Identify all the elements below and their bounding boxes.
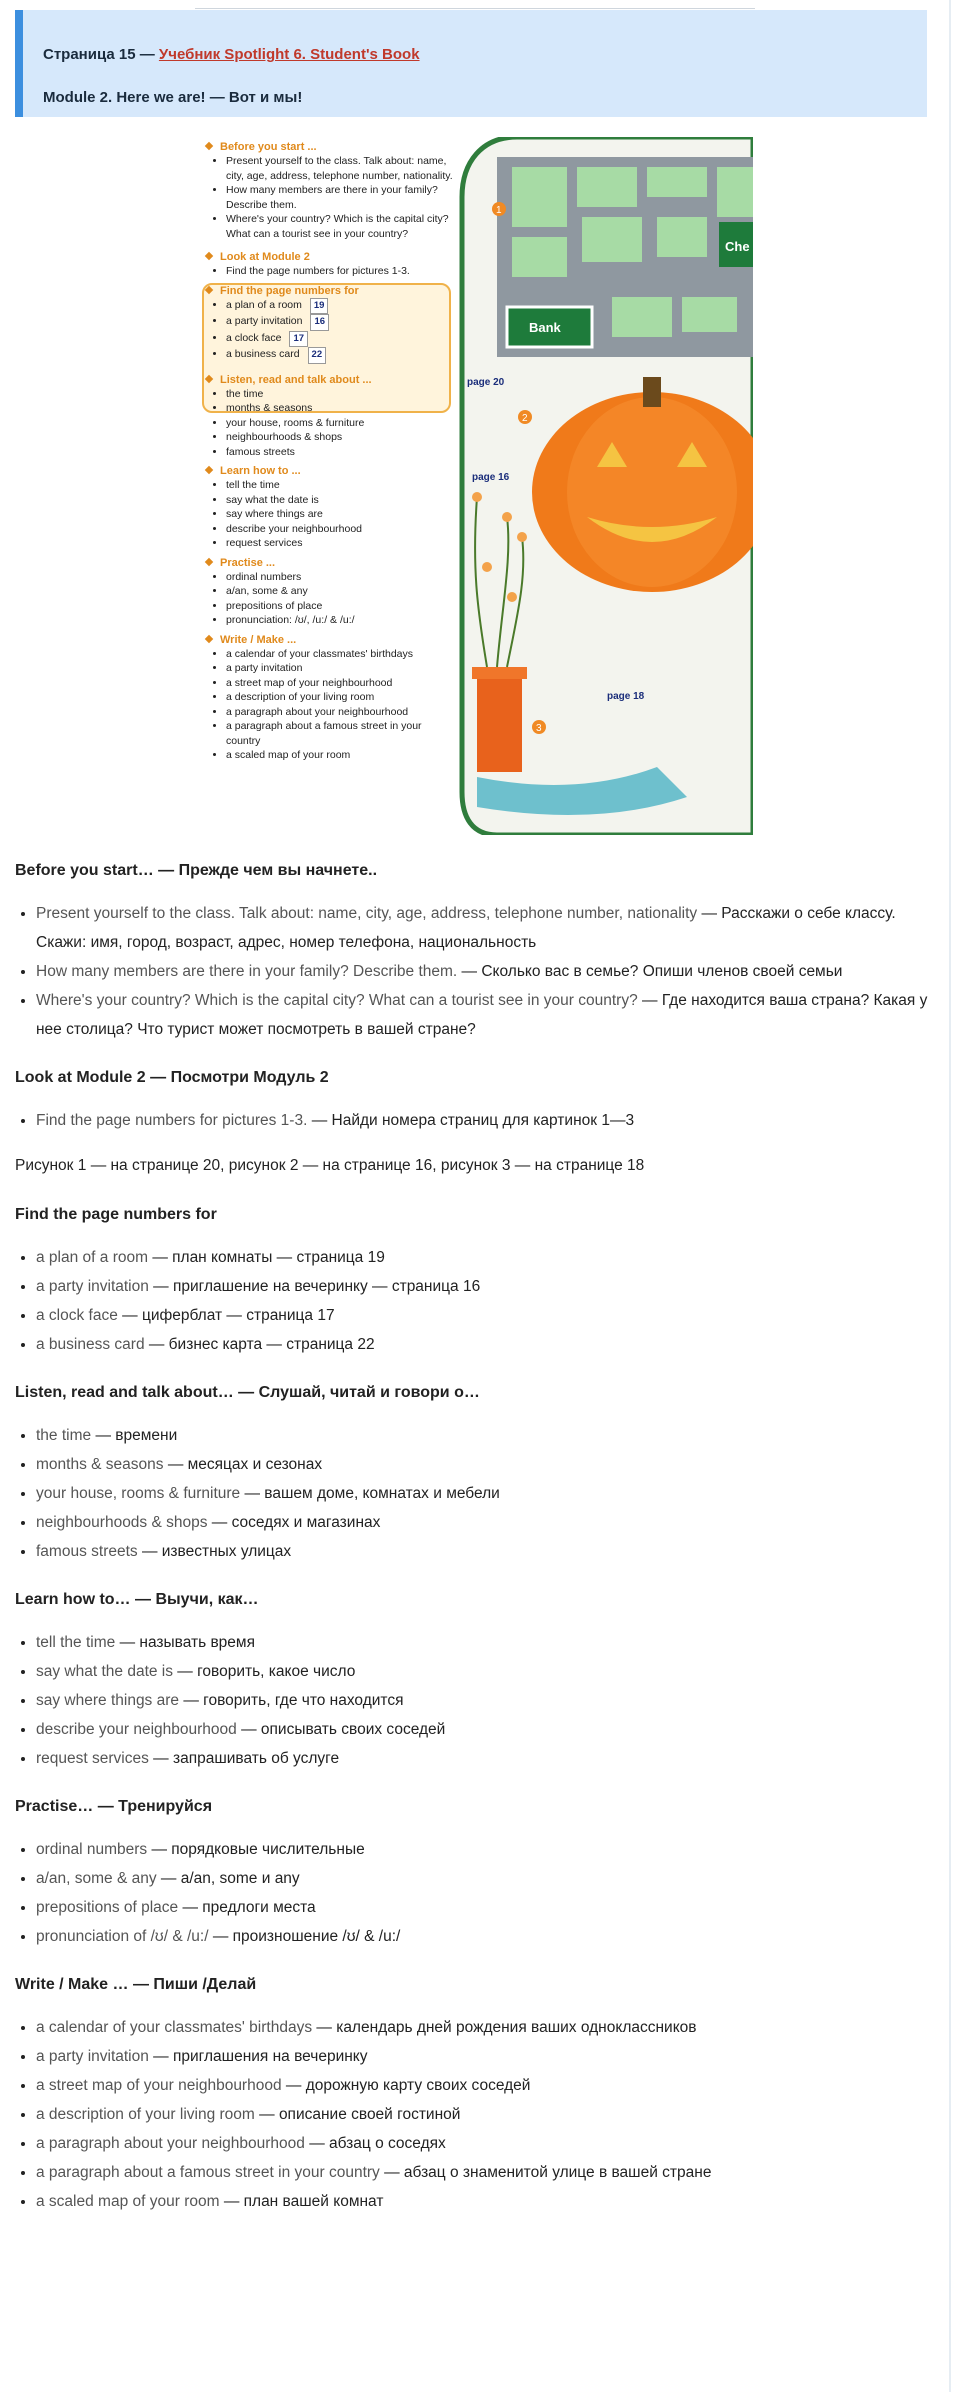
section-heading: Before you start… — Прежде чем вы начнете.. xyxy=(15,862,378,879)
book-section: Listen, read and talk about ... • the time • months & seasons • your house, rooms & furniture • neighbourhoods & shops • famous streets xyxy=(202,374,454,460)
label-page-16: page 16 xyxy=(472,472,510,483)
bullet-list xyxy=(15,2013,945,2216)
bullet-list xyxy=(15,899,945,1044)
list-item: • Find the page numbers for pictures 1-3. — Найди номера страниц для картинок 1—3 xyxy=(36,1106,945,1135)
list-item: • prepositions of place — предлоги места xyxy=(36,1893,945,1922)
list-item: • a/an, some & any — a/an, some и any xyxy=(36,1864,945,1893)
label-page-20: page 20 xyxy=(467,377,505,388)
svg-text:1: 1 xyxy=(496,205,502,216)
list-item: • say what the date is — говорить, какое число xyxy=(36,1657,945,1686)
list-item: • Present yourself to the class. Talk about: name, city, age, address, telephone number, nationality — Расскажи о себе классу. Скажи: имя, город, возраст, адрес, номер телефона, национальность xyxy=(36,899,945,957)
section-heading: Listen, read and talk about… — Слушай, читай и говори о… xyxy=(15,1384,480,1401)
bullet-list xyxy=(15,1421,945,1566)
list-item: • a description of your living room — описание своей гостиной xyxy=(36,2100,945,2129)
book-section: Find the page numbers for • a plan of a room 19 • a party invitation 16 • a clock face 17 • a business card 22 xyxy=(202,285,454,364)
list-item: • a calendar of your classmates' birthdays — календарь дней рождения ваших одноклассников xyxy=(36,2013,945,2042)
diamond-icon xyxy=(205,142,213,150)
textbook-page-image xyxy=(202,137,753,835)
list-item: • a clock face — циферблат — страница 17 xyxy=(36,1301,945,1330)
page-info-callout xyxy=(15,10,927,117)
list-item: • your house, rooms & furniture — вашем доме, комнатах и мебели xyxy=(36,1479,945,1508)
list-item: • a plan of a room — план комнаты — страница 19 xyxy=(36,1243,945,1272)
list-item: • How many members are there in your family? Describe them. — Сколько вас в семье? Опиши членов своей семьи xyxy=(36,957,945,986)
list-item: • describe your neighbourhood — описывать своих соседей xyxy=(36,1715,945,1744)
textbook-illustration xyxy=(457,137,753,835)
book-section: Before you start ... • Present yourself to the class. Talk about: name, city, age, address, telephone number, nationality. • How many members are there in your family? Describe them. • Where's your country? Which is the capital city? What can a tourist see in your country? xyxy=(202,141,454,241)
diamond-icon xyxy=(205,285,213,293)
bullet-list xyxy=(15,1106,945,1135)
map-label-bank: Bank xyxy=(529,320,561,335)
list-item: • ordinal numbers — порядковые числительные xyxy=(36,1835,945,1864)
bullet-list xyxy=(15,1243,945,1359)
diamond-icon xyxy=(205,252,213,260)
svg-text:3: 3 xyxy=(536,723,542,734)
translation-content xyxy=(15,861,945,2216)
list-item: • neighbourhoods & shops — соседях и магазинах xyxy=(36,1508,945,1537)
list-item: • a paragraph about your neighbourhood — абзац о соседях xyxy=(36,2129,945,2158)
module-title: Module 2. Here we are! — Вот и мы! xyxy=(43,89,303,106)
diamond-icon xyxy=(205,634,213,642)
section-heading: Learn how to… — Выучи, как… xyxy=(15,1591,259,1608)
map-label-che: Che xyxy=(725,239,750,254)
bullet-list xyxy=(15,1835,945,1951)
top-divider xyxy=(195,8,755,9)
list-item: • a scaled map of your room — план вашей комнат xyxy=(36,2187,945,2216)
list-item: • Where's your country? Which is the capital city? What can a tourist see in your country? — Где находится ваша страна? Какая у нее столица? Что турист может посмотреть в вашей стране? xyxy=(36,986,945,1044)
list-item: • say where things are — говорить, где что находится xyxy=(36,1686,945,1715)
page-right-rule xyxy=(949,0,951,2392)
page-number-label: Страница 15 — xyxy=(43,46,155,63)
diamond-icon xyxy=(205,466,213,474)
section-heading: Find the page numbers for xyxy=(15,1206,217,1223)
bullet-list xyxy=(15,1628,945,1773)
book-section: Practise ... • ordinal numbers • a/an, some & any • prepositions of place • pronunciation: /ʊ/, /u:/ & /u:/ xyxy=(202,557,454,628)
list-item: • tell the time — называть время xyxy=(36,1628,945,1657)
page-source-line xyxy=(43,46,927,63)
illustration-svg xyxy=(457,137,753,835)
section-heading: Look at Module 2 — Посмотри Модуль 2 xyxy=(15,1069,329,1086)
section-heading: Write / Make … — Пиши /Делай xyxy=(15,1976,257,1993)
diamond-icon xyxy=(205,374,213,382)
textbook-contents-column xyxy=(202,137,454,769)
svg-text:2: 2 xyxy=(522,413,528,424)
list-item: • months & seasons — месяцах и сезонах xyxy=(36,1450,945,1479)
book-section: Learn how to ... • tell the time • say what the date is • say where things are • describe your neighbourhood • request services xyxy=(202,465,454,551)
list-item: • a party invitation — приглашение на вечеринку — страница 16 xyxy=(36,1272,945,1301)
list-item: • a street map of your neighbourhood — дорожную карту своих соседей xyxy=(36,2071,945,2100)
list-item: • a paragraph about a famous street in your country — абзац о знаменитой улице в вашей стране xyxy=(36,2158,945,2187)
answer-note: Рисунок 1 — на странице 20, рисунок 2 — на странице 16, рисунок 3 — на странице 18 xyxy=(15,1157,645,1174)
list-item: • the time — времени xyxy=(36,1421,945,1450)
label-page-18: page 18 xyxy=(607,691,645,702)
list-item: • famous streets — известных улицах xyxy=(36,1537,945,1566)
section-heading: Practise… — Тренируйся xyxy=(15,1798,213,1815)
list-item: • a business card — бизнес карта — страница 22 xyxy=(36,1330,945,1359)
list-item: • a party invitation — приглашения на вечеринку xyxy=(36,2042,945,2071)
list-item: • pronunciation of /ʊ/ & /u:/ — произношение /ʊ/ & /u:/ xyxy=(36,1922,945,1951)
book-section: Look at Module 2 • Find the page numbers for pictures 1-3. xyxy=(202,251,454,279)
diamond-icon xyxy=(205,557,213,565)
book-section: Write / Make ... • a calendar of your classmates' birthdays • a party invitation • a street map of your neighbourhood • a description of your living room • a paragraph about your neighbourhood • a paragraph about a famous street in your country • a scaled map of your room xyxy=(202,634,454,763)
textbook-link[interactable]: Учебник Spotlight 6. Student's Book xyxy=(158,46,420,63)
list-item: • request services — запрашивать об услуге xyxy=(36,1744,945,1773)
